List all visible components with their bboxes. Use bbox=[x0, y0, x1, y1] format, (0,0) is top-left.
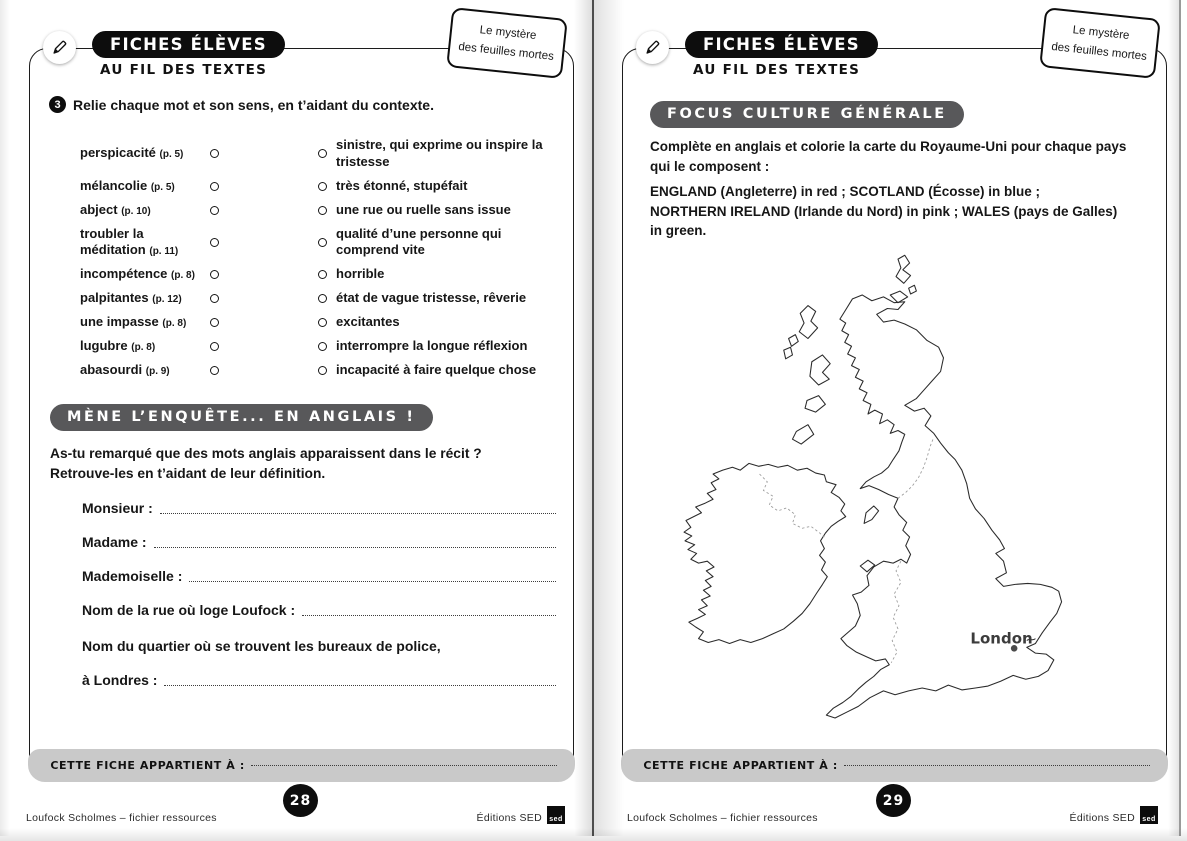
answer-line[interactable] bbox=[154, 544, 556, 548]
pencil-icon bbox=[643, 38, 662, 57]
book-title-line2: des feuilles mortes bbox=[1050, 40, 1148, 63]
sed-publisher-logo: sed bbox=[1140, 806, 1158, 824]
england-wales-border bbox=[891, 561, 901, 663]
page-ref: (p. 9) bbox=[145, 365, 170, 377]
book-title-line1: Le mystère bbox=[1072, 24, 1130, 42]
definition: très étonné, stupéfait bbox=[336, 177, 468, 193]
definition: qualité d’une personne qui comprend vite bbox=[336, 225, 502, 258]
field-quartier-line2 bbox=[82, 672, 556, 688]
matching-exercise bbox=[80, 137, 558, 386]
field-madame bbox=[82, 534, 556, 550]
london-label: London bbox=[970, 629, 1033, 648]
definition-connector-circle[interactable] bbox=[318, 342, 327, 351]
page-number: 29 bbox=[876, 784, 911, 817]
definition-connector-circle[interactable] bbox=[318, 182, 327, 191]
definition-connector-circle[interactable] bbox=[318, 206, 327, 215]
definition-connector-circle[interactable] bbox=[318, 270, 327, 279]
answer-line[interactable] bbox=[189, 578, 556, 582]
match-row bbox=[80, 226, 558, 260]
definition: état de vague tristesse, rêverie bbox=[336, 290, 527, 306]
definition: horrible bbox=[336, 266, 385, 282]
english-section-title: MÈNE L’ENQUÊTE... EN ANGLAIS ! bbox=[50, 404, 433, 431]
intro-line-2: Retrouve-les en t’aidant de leur définition. bbox=[50, 466, 326, 481]
sed-publisher-logo: sed bbox=[547, 806, 565, 824]
pencil-badge bbox=[43, 31, 76, 64]
shetland-islands bbox=[896, 255, 911, 283]
book-title-line1: Le mystère bbox=[479, 24, 537, 42]
definition-connector-circle[interactable] bbox=[318, 294, 327, 303]
word: perspicacité bbox=[80, 145, 156, 161]
answer-line[interactable] bbox=[164, 682, 556, 686]
field-label: Monsieur : bbox=[82, 500, 153, 516]
map-instruction: Complète en anglais et colorie la carte du Royaume-Uni pour chaque pays qui le composent : bbox=[650, 139, 1127, 174]
islay-island bbox=[792, 425, 813, 444]
au-fil-des-textes-subtitle: AU FIL DES TEXTES bbox=[693, 62, 861, 78]
match-row bbox=[80, 338, 558, 355]
uk-map-svg bbox=[655, 247, 1110, 734]
page-gutter-shadow-right bbox=[594, 0, 624, 836]
north-uist-island bbox=[789, 335, 799, 347]
match-row bbox=[80, 266, 558, 283]
exercise-instruction-text: Relie chaque mot et son sens, en t’aidant du contexte. bbox=[73, 96, 434, 113]
definition-connector-circle[interactable] bbox=[318, 238, 327, 247]
word: mélancolie bbox=[80, 177, 148, 193]
owner-answer-line[interactable] bbox=[251, 762, 557, 766]
northern-ireland-border bbox=[760, 474, 825, 537]
skye-island bbox=[810, 355, 830, 385]
field-label: à Londres : bbox=[82, 672, 158, 688]
field-label: Mademoiselle : bbox=[82, 568, 183, 584]
answer-line[interactable] bbox=[302, 612, 556, 616]
right-page bbox=[593, 0, 1187, 841]
match-row bbox=[80, 178, 558, 195]
book-title-badge bbox=[446, 7, 568, 79]
uk-map[interactable] bbox=[655, 247, 1110, 734]
match-row bbox=[80, 137, 558, 171]
page-edge-shadow-bottom bbox=[0, 828, 1187, 841]
publisher-credit: Éditions SED bbox=[1069, 812, 1135, 824]
pencil-icon bbox=[50, 38, 69, 57]
word: abasourdi bbox=[80, 361, 143, 377]
publisher-credit: Éditions SED bbox=[476, 812, 542, 824]
mull-island bbox=[805, 396, 825, 412]
series-credit: Loufock Scholmes – fichier ressources bbox=[26, 812, 217, 824]
word-connector-circle[interactable] bbox=[210, 342, 219, 351]
definition-connector-circle[interactable] bbox=[318, 149, 327, 158]
exercise-number-badge: 3 bbox=[49, 96, 66, 113]
word-connector-circle[interactable] bbox=[210, 294, 219, 303]
book-title-line2: des feuilles mortes bbox=[457, 40, 555, 63]
field-mademoiselle bbox=[82, 568, 556, 584]
exercise-3-instruction bbox=[49, 96, 434, 113]
definition: interrompre la longue réflexion bbox=[336, 338, 528, 354]
page-ref: (p. 11) bbox=[149, 246, 179, 258]
series-credit: Loufock Scholmes – fichier ressources bbox=[627, 812, 818, 824]
word: une impasse bbox=[80, 314, 159, 330]
owner-bar bbox=[621, 749, 1167, 782]
field-label: Madame : bbox=[82, 534, 147, 550]
page-ref: (p. 8) bbox=[131, 342, 156, 354]
word-connector-circle[interactable] bbox=[210, 318, 219, 327]
match-row bbox=[80, 362, 558, 379]
lewis-harris-island bbox=[799, 306, 817, 339]
definition: une rue ou ruelle sans issue bbox=[336, 201, 511, 217]
owner-label: CETTE FICHE APPARTIENT À : bbox=[643, 758, 838, 772]
south-uist-island bbox=[784, 347, 793, 359]
page-ref: (p. 5) bbox=[159, 149, 184, 161]
pencil-badge bbox=[636, 31, 669, 64]
owner-bar bbox=[28, 749, 574, 782]
word-connector-circle[interactable] bbox=[210, 270, 219, 279]
word-connector-circle[interactable] bbox=[210, 149, 219, 158]
word: lugubre bbox=[80, 338, 128, 354]
page-gutter-shadow-left bbox=[574, 0, 592, 836]
anglesey-island bbox=[860, 560, 875, 572]
fiches-eleves-badge: FICHES ÉLÈVES bbox=[92, 31, 285, 58]
page-ref: (p. 8) bbox=[162, 318, 187, 330]
word-connector-circle[interactable] bbox=[210, 206, 219, 215]
match-row bbox=[80, 314, 558, 331]
definition-connector-circle[interactable] bbox=[318, 366, 327, 375]
owner-answer-line[interactable] bbox=[844, 762, 1150, 766]
field-rue-loufock bbox=[82, 602, 556, 618]
match-row bbox=[80, 202, 558, 219]
page-edge-shadow-left bbox=[0, 0, 10, 836]
page-edge-shadow-right bbox=[1168, 0, 1179, 836]
word: troubler la méditation bbox=[80, 225, 146, 258]
match-row bbox=[80, 290, 558, 307]
page-ref: (p. 8) bbox=[171, 270, 195, 282]
field-monsieur bbox=[82, 500, 556, 516]
book-title-badge bbox=[1039, 7, 1161, 79]
orkney-islands bbox=[890, 285, 916, 302]
intro-line-1: As-tu remarqué que des mots anglais apparaissent dans le récit ? bbox=[50, 446, 482, 461]
au-fil-des-textes-subtitle: AU FIL DES TEXTES bbox=[100, 62, 268, 78]
page-ref: (p. 10) bbox=[121, 205, 151, 217]
definition: excitantes bbox=[336, 314, 400, 330]
great-britain-outline bbox=[826, 295, 1061, 718]
scotland-england-border bbox=[898, 437, 934, 498]
focus-section-title: FOCUS CULTURE GÉNÉRALE bbox=[650, 101, 964, 128]
definition: incapacité à faire quelque chose bbox=[336, 361, 537, 377]
word: abject bbox=[80, 201, 118, 217]
page-ref: (p. 5) bbox=[150, 181, 175, 193]
word: incompétence bbox=[80, 266, 168, 282]
isle-of-man bbox=[864, 506, 879, 523]
answer-line[interactable] bbox=[160, 510, 556, 514]
word-connector-circle[interactable] bbox=[210, 182, 219, 191]
definition: sinistre, qui exprime ou inspire la tristesse bbox=[336, 137, 543, 169]
countries-list: ENGLAND (Angleterre) in red ; SCOTLAND (Écosse) in blue ; NORTHERN IRELAND (Irlande du Nord) in pink ; WALES (pays de Galles) in green. bbox=[650, 184, 1118, 239]
word: palpitantes bbox=[80, 290, 149, 306]
owner-label: CETTE FICHE APPARTIENT À : bbox=[50, 758, 245, 772]
page-edge-line-right bbox=[1179, 0, 1181, 836]
definition-connector-circle[interactable] bbox=[318, 318, 327, 327]
fiches-eleves-badge: FICHES ÉLÈVES bbox=[685, 31, 878, 58]
page-number: 28 bbox=[283, 784, 318, 817]
field-quartier-line1: Nom du quartier où se trouvent les bureaux de police, bbox=[82, 638, 441, 654]
page-ref: (p. 12) bbox=[152, 294, 182, 306]
ireland-outline bbox=[684, 463, 846, 643]
word-connector-circle[interactable] bbox=[210, 366, 219, 375]
english-section-intro bbox=[50, 444, 482, 484]
field-label: Nom de la rue où loge Loufock : bbox=[82, 602, 296, 618]
word-connector-circle[interactable] bbox=[210, 238, 219, 247]
